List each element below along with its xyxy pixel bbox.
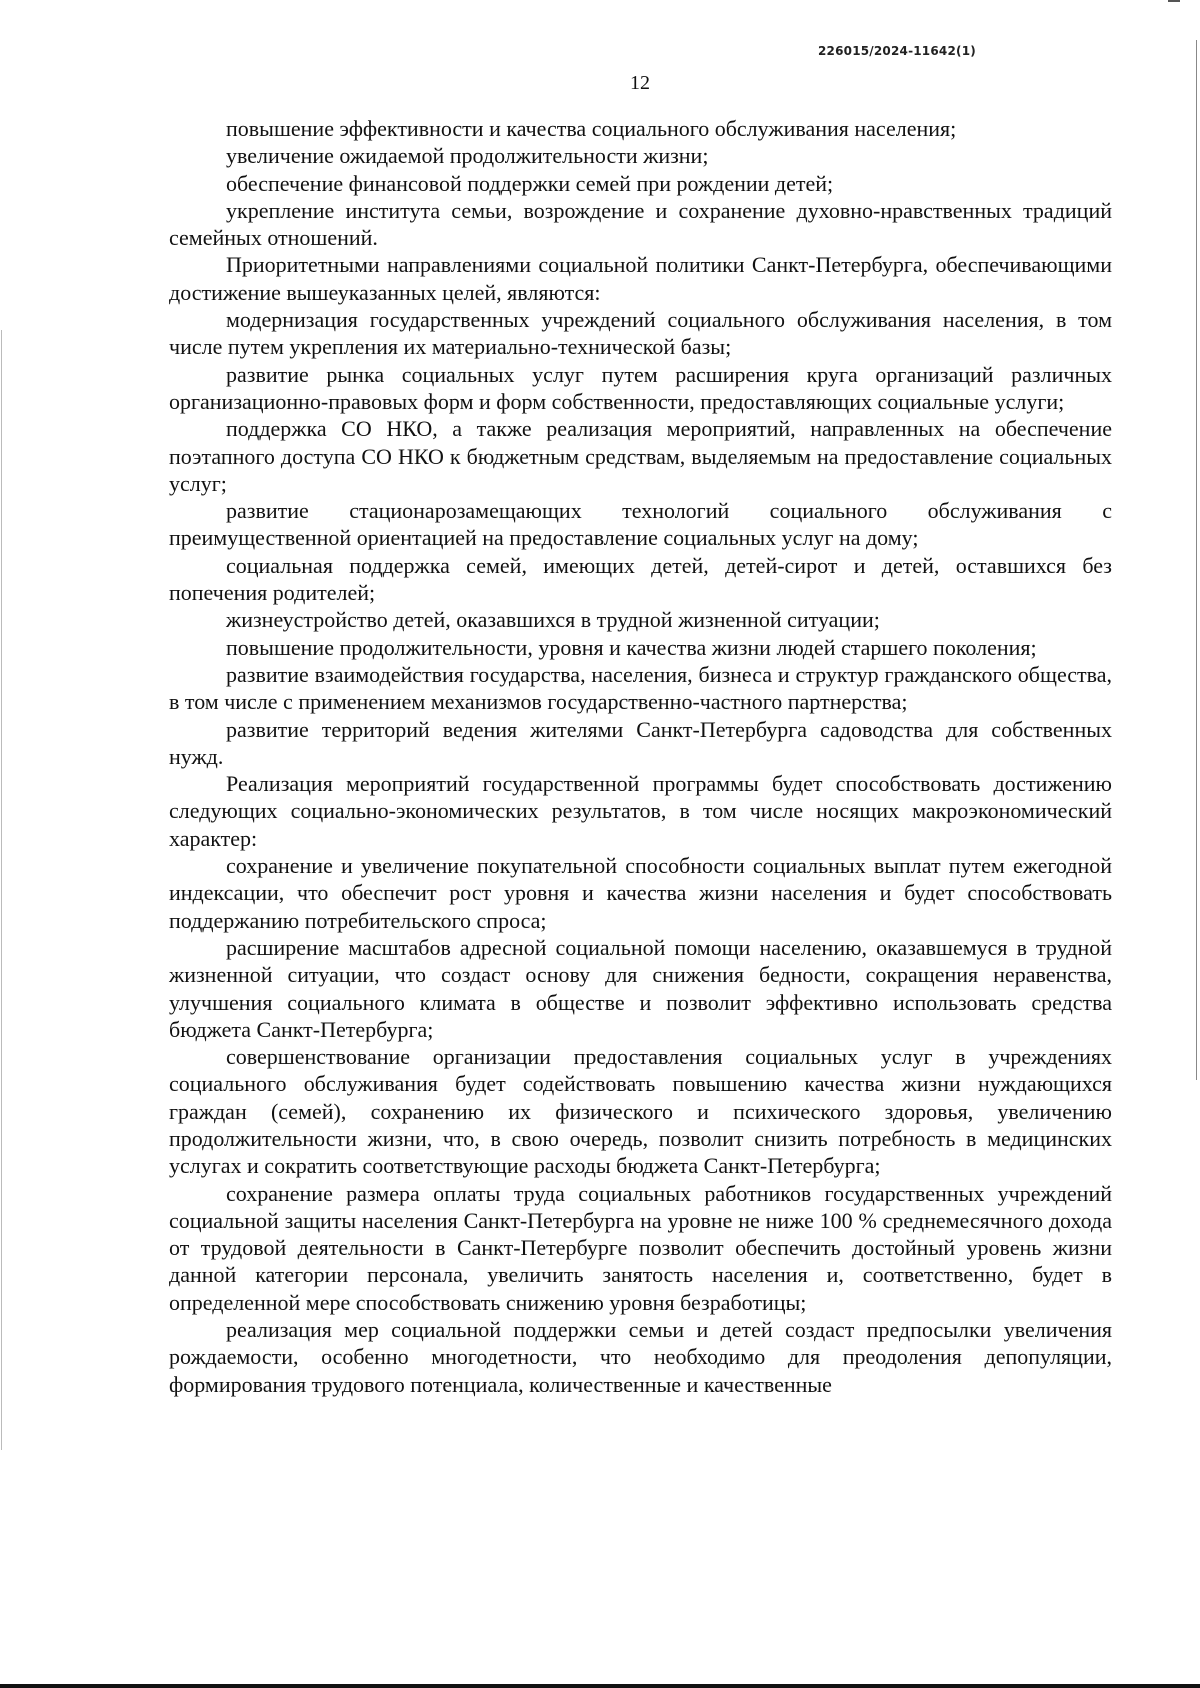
- paragraph: увеличение ожидаемой продолжительности жизни;: [226, 143, 709, 169]
- document-registration-number: 226015/2024-11642(1): [818, 44, 976, 58]
- paragraph: развитие рынка социальных услуг путем расширения круга организаций различных организационно-правовых форм и форм собственности, предоставляющих социальные услуги;: [169, 361, 1112, 414]
- page-number: 12: [630, 72, 650, 94]
- paragraph: жизнеустройство детей, оказавшихся в трудной жизненной ситуации;: [226, 607, 880, 633]
- scan-bottom-edge: [0, 1684, 1200, 1688]
- paragraph: сохранение и увеличение покупательной способности социальных выплат путем ежегодной индексации, что обеспечит рост уровня и качества жизни населения и будет способствовать поддержанию потребительского спроса;: [169, 853, 1112, 933]
- paragraph: социальная поддержка семей, имеющих детей, детей-сирот и детей, оставшихся без попечения родителей;: [169, 552, 1112, 606]
- scan-edge-left: [1, 330, 2, 1450]
- paragraph: обеспечение финансовой поддержки семей при рождении детей;: [226, 170, 834, 196]
- paragraph: сохранение размера оплаты труда социальных работников государственных учреждений социальной защиты населения Санкт-Петербурга на уровне не ниже 100 % среднемесячного дохода от трудовой деятельности в Санкт-Петербурге позволит обеспечить достойный уровень жизни данной категории персонала, увеличить занятость населения и, соответственно, будет в определенной мере способствовать снижению уровня безработицы;: [169, 1180, 1112, 1315]
- paragraph: повышение продолжительности, уровня и качества жизни людей старшего поколения;: [226, 634, 1037, 660]
- paragraph: развитие стационарозамещающих технологий социального обслуживания с преимущественной ориентацией на предоставление социальных услуг на дому;: [169, 498, 1112, 551]
- paragraph: реализация мер социальной поддержки семьи и детей создаст предпосылки увеличения рождаемости, особенно многодетности, что необходимо для преодоления депопуляции, формирования трудового потенциала, количественные и качественные: [169, 1317, 1112, 1397]
- paragraph: Реализация мероприятий государственной программы будет способствовать достижению следующих социально-экономических результатов, в том числе носящих макроэкономический характер:: [169, 771, 1112, 851]
- paragraph: развитие взаимодействия государства, населения, бизнеса и структур гражданского общества, в том числе с применением механизмов государственно-частного партнерства;: [169, 661, 1112, 715]
- document-body: [169, 115, 1112, 1398]
- paragraph: поддержка СО НКО, а также реализация мероприятий, направленных на обеспечение поэтапного доступа СО НКО к бюджетным средствам, выделяемым на предоставление социальных услуг;: [169, 416, 1112, 496]
- paragraph: расширение масштабов адресной социальной помощи населению, оказавшемуся в трудной жизненной ситуации, что создаст основу для снижения бедности, сокращения неравенства, улучшения социального климата в обществе и позволит эффективно использовать средства бюджета Санкт-Петербурга;: [169, 934, 1112, 1042]
- paragraph: повышение эффективности и качества социального обслуживания населения;: [226, 116, 957, 141]
- paragraph: модернизация государственных учреждений социального обслуживания населения, в том числе путем укрепления их материально-технической базы;: [169, 307, 1112, 360]
- scan-mark: [1168, 0, 1180, 2]
- paragraph: совершенствование организации предоставления социальных услуг в учреждениях социального обслуживания будет содействовать повышению качества жизни нуждающихся граждан (семей), сохранению их физического и психического здоровья, увеличению продолжительности жизни, что, в свою очередь, позволит снизить потребность в медицинских услугах и сократить соответствующие расходы бюджета Санкт-Петербурга;: [169, 1044, 1112, 1179]
- scan-edge-right: [1196, 40, 1197, 1080]
- paragraph: укрепление института семьи, возрождение и сохранение духовно-нравственных традиций семейных отношений.: [169, 197, 1112, 251]
- paragraph: Приоритетными направлениями социальной политики Санкт-Петербурга, обеспечивающими достижение вышеуказанных целей, являются:: [169, 252, 1112, 305]
- paragraph: развитие территорий ведения жителями Санкт-Петербурга садоводства для собственных нужд.: [169, 716, 1112, 769]
